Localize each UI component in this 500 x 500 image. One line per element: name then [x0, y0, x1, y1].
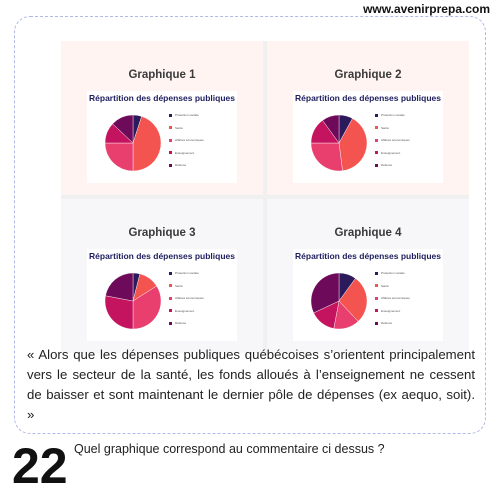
legend-item — [169, 109, 204, 122]
legend-label: Enseignement — [381, 308, 401, 313]
chart-panel-4 — [267, 199, 469, 353]
legend-item — [169, 147, 204, 160]
legend-swatch — [169, 284, 172, 287]
legend-swatch — [169, 272, 172, 275]
chart-panel-2 — [267, 41, 469, 195]
legend-swatch — [169, 151, 172, 154]
chart-title: Graphique 1 — [128, 69, 196, 81]
chart-subtitle: Répartition des dépenses publiques — [89, 93, 235, 103]
legend-label: Défense — [381, 163, 393, 168]
legend-item — [169, 122, 204, 135]
pie-chart — [103, 263, 163, 335]
legend-label: Affaires économiques — [175, 296, 204, 301]
chart-legend — [169, 109, 204, 172]
legend-label: Défense — [175, 321, 187, 326]
legend-item — [375, 267, 410, 280]
legend-item — [169, 292, 204, 305]
legend-label: Santé — [381, 283, 389, 288]
legend-label: Affaires économiques — [381, 296, 410, 301]
legend-item — [169, 280, 204, 293]
legend-item — [375, 305, 410, 318]
pie-chart — [309, 263, 369, 335]
chart-subtitle: Répartition des dépenses publiques — [89, 251, 235, 261]
legend-item — [169, 134, 204, 147]
chart-card — [293, 249, 443, 341]
legend-swatch — [375, 126, 378, 129]
legend-item — [375, 292, 410, 305]
legend-item — [375, 280, 410, 293]
chart-card — [293, 91, 443, 183]
pie-slice-affaires-économiques — [311, 143, 343, 171]
legend-label: Enseignement — [175, 308, 195, 313]
chart-card — [87, 91, 237, 183]
legend-swatch — [169, 139, 172, 142]
legend-label: Enseignement — [175, 150, 195, 155]
chart-grid — [61, 41, 469, 353]
legend-label: Protection sociale — [175, 271, 199, 276]
legend-item — [375, 109, 410, 122]
legend-swatch — [169, 322, 172, 325]
legend-item — [375, 122, 410, 135]
chart-legend — [375, 109, 410, 172]
chart-panel-3 — [61, 199, 263, 353]
legend-label: Santé — [381, 125, 389, 130]
legend-swatch — [375, 284, 378, 287]
legend-label: Santé — [175, 283, 183, 288]
legend-label: Enseignement — [381, 150, 401, 155]
legend-label: Protection sociale — [381, 271, 405, 276]
legend-label: Protection sociale — [381, 113, 405, 118]
chart-title: Graphique 2 — [334, 69, 402, 81]
chart-legend — [169, 267, 204, 330]
legend-swatch — [375, 114, 378, 117]
legend-swatch — [169, 126, 172, 129]
chart-subtitle: Répartition des dépenses publiques — [295, 251, 441, 261]
legend-swatch — [169, 309, 172, 312]
legend-item — [169, 159, 204, 172]
legend-swatch — [375, 297, 378, 300]
legend-item — [169, 305, 204, 318]
pie-chart — [103, 105, 163, 177]
legend-swatch — [375, 139, 378, 142]
legend-swatch — [375, 151, 378, 154]
legend-item — [375, 147, 410, 160]
legend-item — [375, 317, 410, 330]
legend-label: Défense — [175, 163, 187, 168]
question-card — [14, 16, 486, 434]
chart-card — [87, 249, 237, 341]
legend-item — [375, 159, 410, 172]
pie-slice-enseignement — [105, 296, 133, 329]
chart-legend — [375, 267, 410, 330]
legend-swatch — [169, 164, 172, 167]
legend-label: Santé — [175, 125, 183, 130]
chart-title: Graphique 3 — [128, 227, 196, 239]
legend-item — [169, 317, 204, 330]
question-number: 22 — [12, 438, 68, 494]
legend-item — [169, 267, 204, 280]
chart-panel-1 — [61, 41, 263, 195]
legend-swatch — [375, 309, 378, 312]
chart-subtitle: Répartition des dépenses publiques — [295, 93, 441, 103]
legend-swatch — [169, 114, 172, 117]
legend-swatch — [375, 272, 378, 275]
question-text: Quel graphique correspond au commentaire ci dessus ? — [74, 442, 385, 456]
legend-item — [375, 134, 410, 147]
legend-label: Défense — [381, 321, 393, 326]
pie-chart — [309, 105, 369, 177]
legend-swatch — [169, 297, 172, 300]
commentary-quote: « Alors que les dépenses publiques québécoises s’orientent principalement vers le secteur de la santé, les fonds alloués à l’enseignement ne cessent de baisser et sont maintenant le dernier pôle de dépenses (ex aequo, soit). » — [27, 347, 475, 422]
site-url: www.avenirprepa.com — [363, 2, 490, 16]
chart-title: Graphique 4 — [334, 227, 402, 239]
legend-label: Affaires économiques — [175, 138, 204, 143]
legend-label: Affaires économiques — [381, 138, 410, 143]
legend-swatch — [375, 322, 378, 325]
legend-label: Protection sociale — [175, 113, 199, 118]
legend-swatch — [375, 164, 378, 167]
pie-slice-affaires-économiques — [105, 143, 133, 171]
